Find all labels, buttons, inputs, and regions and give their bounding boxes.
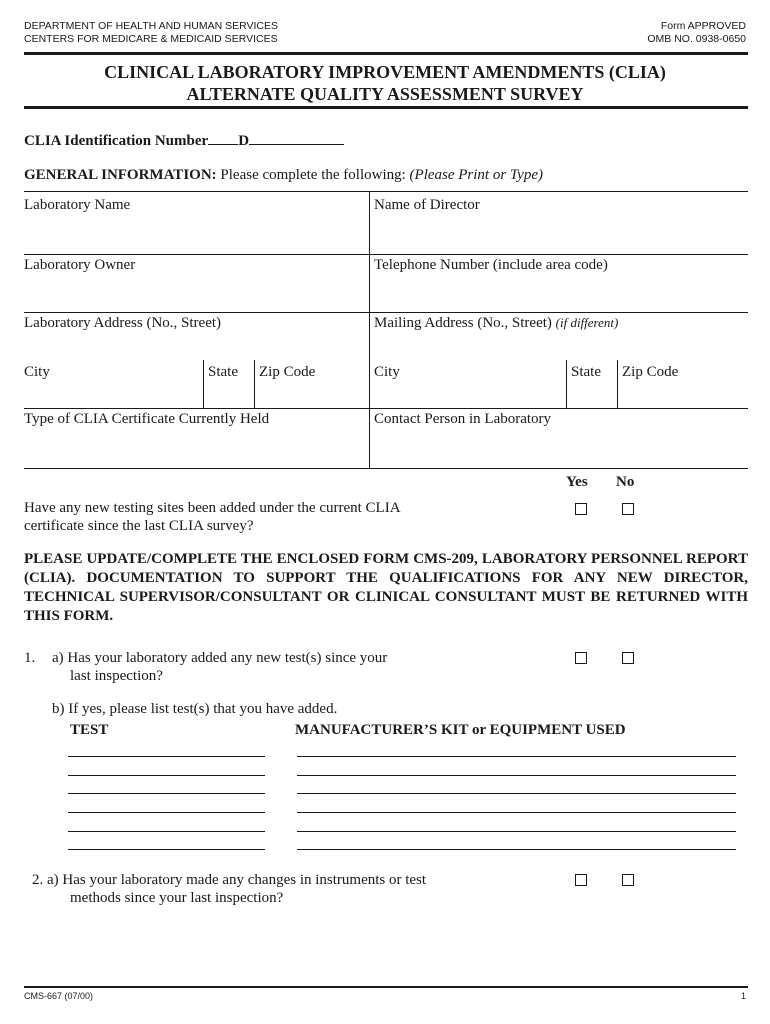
kit-blank-5[interactable] [297,831,736,832]
personnel-report-notice: PLEASE UPDATE/COMPLETE THE ENCLOSED FORM CMS-209, LABORATORY PERSONNEL REPORT (CLIA). DOCUMENTATION TO SUPPORT THE QUALIFICATIONS FOR ANY NEW DIRECTOR, TECHNICAL SUPERVISOR/CONSULTANT OR CLINICAL CONSULTANT MUST BE RETURNED WITH THIS FORM. [24,551,748,624]
test-blank-2[interactable] [68,775,265,776]
dept-name-line2: CENTERS FOR MEDICARE & MEDICAID SERVICES [24,33,278,45]
q2a-line2: methods since your last inspection? [70,890,284,906]
general-info-text: Please complete the following: [220,167,406,183]
test-blank-5[interactable] [68,831,265,832]
row-rule-1 [24,254,748,255]
director-field[interactable]: Name of Director [374,197,480,213]
q2a-line1: 2. a) Has your laboratory made any changes in instruments or test [32,872,427,888]
table-bottom-rule [24,468,748,469]
q1b-text: b) If yes, please list test(s) that you have added. [52,701,338,717]
clia-id-blank-1[interactable] [208,130,238,145]
mailing-city-field[interactable]: City [374,364,400,380]
clia-id-label-text: CLIA Identification Number [24,133,209,149]
footer-page-number: 1 [740,991,746,1001]
mailing-state-divider [566,360,567,408]
lab-zip-divider [254,360,255,408]
kit-blank-2[interactable] [297,775,736,776]
general-info-note: (Please Print or Type) [409,167,543,183]
lab-name-field[interactable]: Laboratory Name [24,197,131,213]
q2a-no-checkbox[interactable] [622,874,634,886]
table-divider [369,192,370,469]
new-sites-no-checkbox[interactable] [622,503,634,515]
new-sites-question-line2: certificate since the last CLIA survey? [24,518,254,534]
kit-column-heading: MANUFACTURER’S KIT or EQUIPMENT USED [295,722,626,738]
q1a-yes-checkbox[interactable] [575,652,587,664]
lab-zip-field[interactable]: Zip Code [259,364,316,380]
new-sites-yes-checkbox[interactable] [575,503,587,515]
contact-person-field[interactable]: Contact Person in Laboratory [374,411,552,427]
test-blank-3[interactable] [68,793,265,794]
footer-form-id: CMS-667 (07/00) [24,991,94,1001]
test-blank-4[interactable] [68,812,265,813]
q2a-yes-checkbox[interactable] [575,874,587,886]
no-heading: No [616,474,635,490]
clia-id-d-prefix: D [238,133,250,149]
omb-number: OMB NO. 0938-0650 [647,33,746,45]
new-sites-question-line1: Have any new testing sites been added under the current CLIA [24,500,401,516]
q1-number: 1. [24,650,36,666]
telephone-field[interactable]: Telephone Number (include area code) [374,257,608,273]
test-blank-1[interactable] [68,756,265,757]
row-rule-4 [24,408,748,409]
footer-rule [24,986,748,988]
kit-blank-3[interactable] [297,793,736,794]
test-column-heading: TEST [70,722,109,738]
lab-owner-field[interactable]: Laboratory Owner [24,257,136,273]
kit-blank-1[interactable] [297,756,736,757]
mailing-zip-field[interactable]: Zip Code [622,364,679,380]
lab-city-field[interactable]: City [24,364,50,380]
test-blank-6[interactable] [68,849,265,850]
row-rule-2 [24,312,748,313]
mailing-address-note: (if different) [555,315,619,330]
q1a-no-checkbox[interactable] [622,652,634,664]
lab-state-field[interactable]: State [208,364,238,380]
mailing-address-label: Mailing Address (No., Street) [374,315,552,331]
clia-id-label [24,130,344,150]
q1a-line1: a) Has your laboratory added any new test(s) since your [52,650,388,666]
general-info [24,167,543,184]
lab-address-field[interactable]: Laboratory Address (No., Street) [24,315,222,331]
form-title-line1: CLINICAL LABORATORY IMPROVEMENT AMENDMENTS (CLIA) [104,62,666,82]
certificate-type-field[interactable]: Type of CLIA Certificate Currently Held [24,411,270,427]
general-info-label: GENERAL INFORMATION: [24,167,217,183]
clia-id-blank-2[interactable] [249,130,344,145]
header-rule-bottom [24,106,748,109]
form-approved: Form APPROVED [660,20,746,32]
q1a-line2: last inspection? [70,668,163,684]
form-title-line2: ALTERNATE QUALITY ASSESSMENT SURVEY [186,84,584,104]
mailing-address-field[interactable] [374,315,618,332]
dept-name-line1: DEPARTMENT OF HEALTH AND HUMAN SERVICES [24,20,278,32]
kit-blank-4[interactable] [297,812,736,813]
yes-heading: Yes [566,474,588,490]
kit-blank-6[interactable] [297,849,736,850]
mailing-state-field[interactable]: State [571,364,601,380]
header-rule-top [24,52,748,55]
mailing-zip-divider [617,360,618,408]
lab-state-divider [203,360,204,408]
table-top-rule [24,191,748,192]
